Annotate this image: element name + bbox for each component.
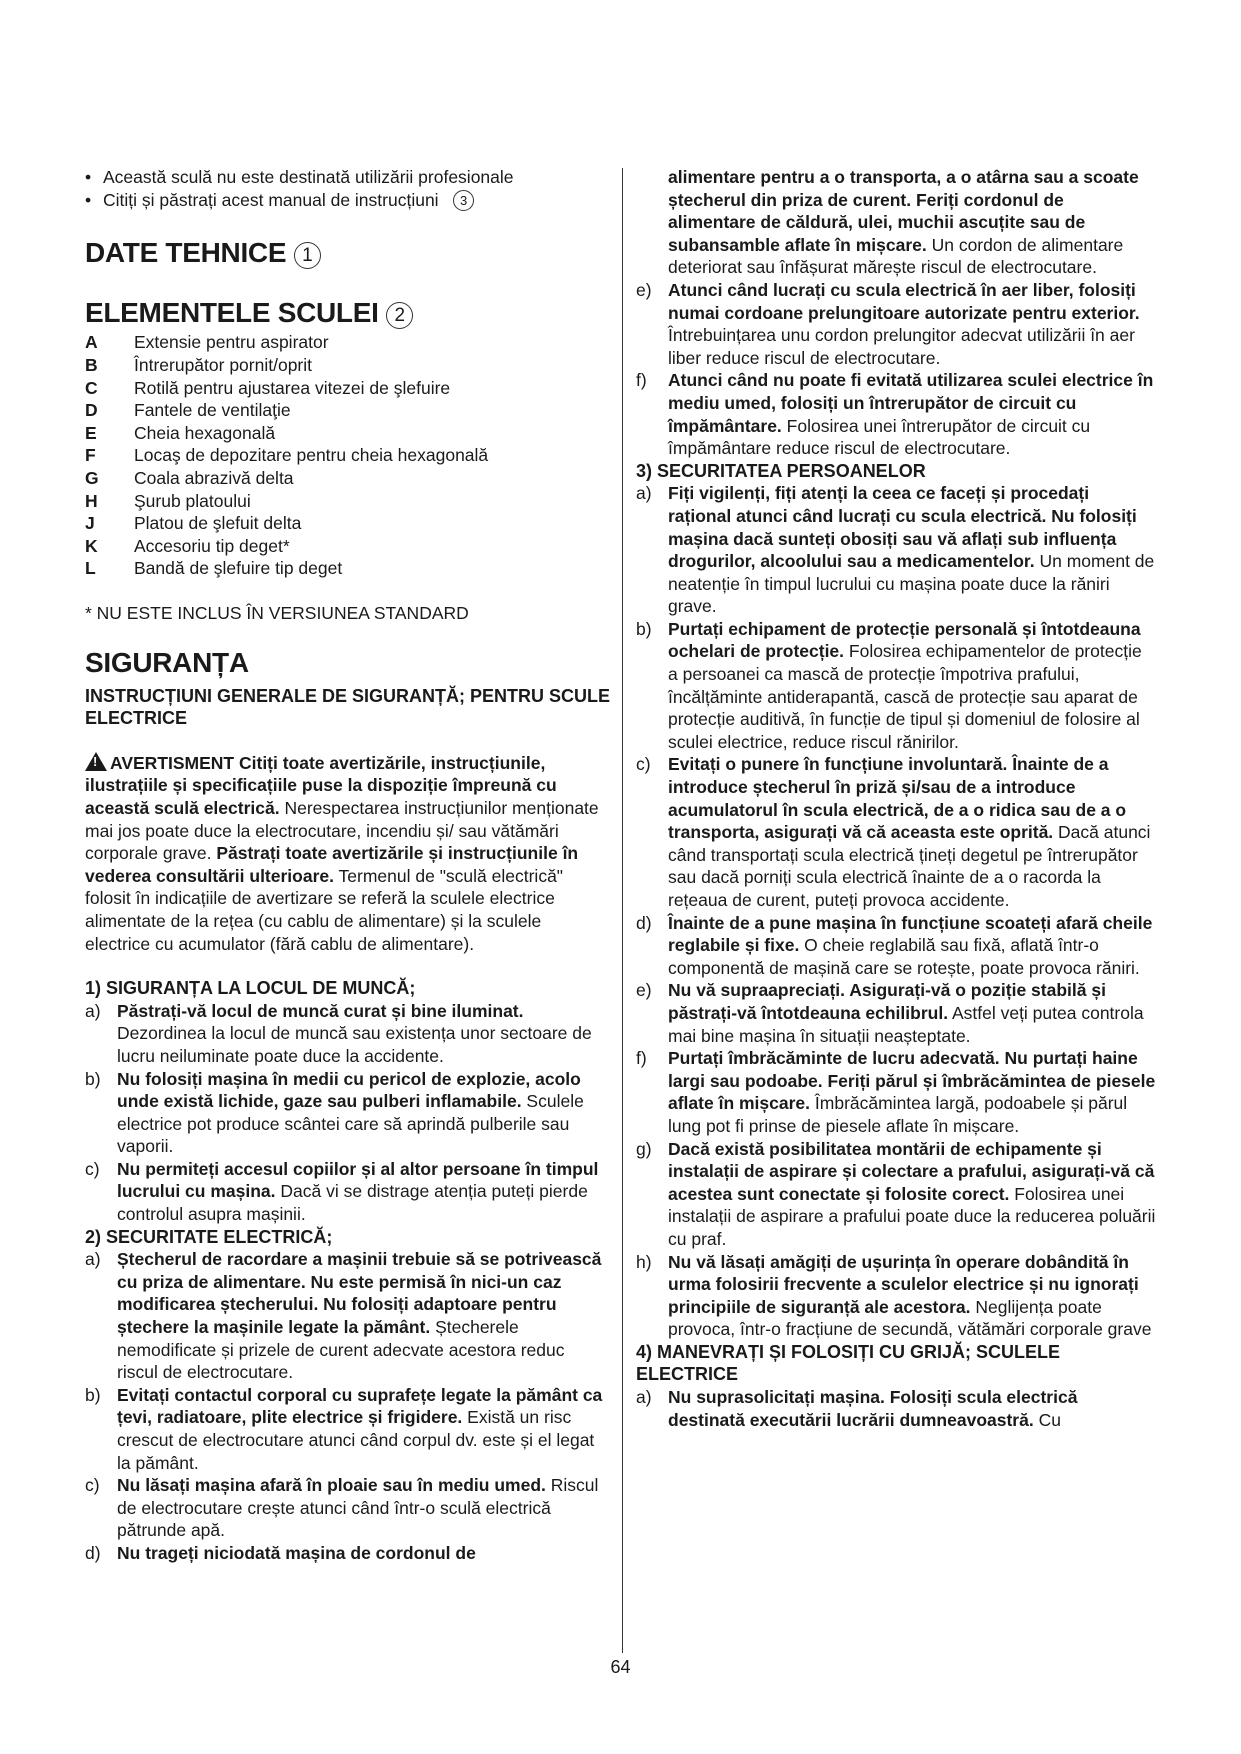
list-item: b) Evitați contactul corporal cu suprafețe legate la pământ ca țevi, radiatoare, plite electrice și frigidere. Există un risc crescut de electrocutare atunci când corpul dv. este și el legat la pământ.: [85, 1384, 603, 1473]
elementele-sculei-heading: ELEMENTELE SCULEI 2: [85, 297, 610, 329]
list-item: a) Păstrați-vă locul de muncă curat și bine iluminat. Dezordinea la locul de muncă sau existența unor sectoare de lucru neiluminate poate duce la accidente.: [85, 1000, 592, 1066]
section-2-heading: 2) SECURITATE ELECTRICĂ;: [85, 1226, 333, 1247]
list-item: b) Purtați echipament de protecție personală și întotdeauna ochelari de protecție. Folosirea echipamentelor de protecție a persoanei ca mască de protecție împotriva prafului, încălțăminte antiderapantă, cască de protecție sau aparat de protecție auditivă, în funcție de tipul și domeniul de folosire al sculei electrice, reduce riscul rănirilor.: [636, 618, 1142, 752]
part-key: L: [85, 558, 96, 579]
part-label: Şurub platoului: [134, 490, 251, 511]
list-item: a) Nu suprasolicitați mașina. Folosiți scula electrică destinată executării lucrării dumneavoastră. Cu: [636, 1387, 1078, 1430]
column-divider: [622, 168, 623, 1653]
page-number: 64: [610, 1657, 631, 1677]
list-item: f) Purtați îmbrăcăminte de lucru adecvată. Nu purtați haine largi sau podoabe. Feriți părul și îmbrăcămintea de piesele aflate în mișcare. Îmbrăcămintea largă, podoabele și părul lung pot fi prinse de piesele aflate în mișcare.: [636, 1048, 1156, 1136]
part-key: J: [85, 513, 95, 534]
list-item-continued: alimentare pentru a o transporta, a o atârna sau a scoate ștecherul din priza de curent. Feriți cordonul de alimentare de căldură, ulei, muchii ascuțite sau de subansamble aflate în mișcare. Un cordon de alimentare deteriorat sau înfășurat mărește riscul de electrocutare.: [668, 167, 1139, 278]
siguranta-heading: SIGURANȚA: [85, 646, 249, 678]
intro-bullet: • Această sculă nu este destinată utilizării profesionale: [85, 166, 610, 189]
list-item: c) Nu permiteți accesul copiilor și al altor persoane în timpul lucrului cu mașina. Dacă vi se distrage atenția puteți pierde controlul asupra mașinii.: [85, 1158, 599, 1225]
part-key: E: [85, 422, 97, 443]
section-3-heading: 3) SECURITATEA PERSOANELOR: [636, 460, 926, 481]
part-label: Accesoriu tip deget*: [134, 535, 290, 556]
section-4-heading: 4) MANEVRAȚI ȘI FOLOSIȚI CU GRIJĂ; SCULELE ELECTRICE: [636, 1341, 1061, 1385]
list-item: g) Dacă există posibilitatea montării de echipamente și instalații de aspirare și colectare a prafului, asigurați-vă că acestea sunt conectate și folosite corect. Folosirea unei instalații de aspirare a prafului poate duce la reducerea poluării cu praf.: [636, 1138, 1156, 1249]
list-item: a) Fiți vigilenți, fiți atenți la ceea ce faceți și procedați rațional atunci când lucrați cu scula electrică. Nu folosiți mașina dacă sunteți obosiți sau vă aflați sub influența drogurilor, alcoolului sau a medicamentelor. Un moment de neatenție în timpul lucrului cu mașina poate duce la răniri grave.: [636, 483, 1155, 617]
part-label: Rotilă pentru ajustarea vitezei de şlefuire: [134, 377, 451, 398]
part-key: C: [85, 377, 98, 398]
list-item: d) Înainte de a pune mașina în funcțiune scoateți afară cheile reglabile și fixe. O cheie reglabilă sau fixă, aflată într-o componentă de mașină care se rotește, poate provoca răniri.: [636, 912, 1153, 978]
list-item: h) Nu vă lăsați amăgiți de ușurința în operare dobândită în urma folosirii frecvente a sculelor electrice și nu ignorați principiile de siguranță ale acestora. Neglijența poate provoca, într-o fracțiune de secundă, vătămări corporale grave: [636, 1251, 1152, 1340]
part-label: Fantele de ventilaţie: [134, 400, 291, 421]
list-item: b) Nu folosiți mașina în medii cu pericol de explozie, acolo unde există lichide, gaze sau pulberi inflamabile. Sculele electrice pot produce scântei care să aprindă pulberile sau vaporii.: [85, 1068, 584, 1157]
figure-ref-3: 3: [453, 190, 474, 211]
section-1-heading: 1) SIGURANȚA LA LOCUL DE MUNCĂ;: [85, 978, 416, 999]
part-key: A: [85, 332, 98, 353]
list-item: e) Nu vă supraapreciați. Asigurați-vă o poziție stabilă și păstrați-vă întotdeauna echilibrul. Astfel veți putea controla mai bine mașina în situații neașteptate.: [636, 980, 1144, 1046]
part-key: B: [85, 355, 98, 376]
figure-ref-1: 1: [294, 242, 321, 269]
list-item: e) Atunci când lucrați cu scula electrică în aer liber, folosiți numai cordoane prelungitoare autorizate pentru exterior. Întrebuințarea unu cordon prelungitor adecvat utilizării în aer liber reduce riscul de electrocutare.: [636, 279, 1140, 368]
part-label: Extensie pentru aspirator: [134, 332, 329, 353]
part-label: Coala abrazivă delta: [134, 468, 294, 489]
figure-ref-2: 2: [386, 302, 413, 329]
part-label: Întrerupător pornit/oprit: [134, 355, 313, 376]
intro-bullet: • Citiți și păstrați acest manual de instrucțiuni 3: [85, 189, 610, 212]
list-item: c) Evitați o punere în funcțiune involuntară. Înainte de a introduce ștecherul în priză și/sau de a introduce acumulatorul în scula electrică, de a o ridica sau de a o transporta, asigurați vă că aceasta este oprită. Dacă atunci când transportați scula electrică țineți degetul pe întrerupător sau dacă porniți scula electrică înainte de a o racorda la rețeaua de curent, puteți provoca accidente.: [636, 754, 1151, 910]
part-key: K: [85, 535, 98, 556]
part-label: Cheia hexagonală: [134, 422, 276, 443]
list-item: c) Nu lăsați mașina afară în ploaie sau în mediu umed. Riscul de electrocutare crește atunci când într-o sculă electrică pătrunde apă.: [85, 1475, 599, 1541]
right-column: [636, 166, 1156, 1431]
part-key: G: [85, 468, 99, 489]
general-safety-subtitle: INSTRUCȚIUNI GENERALE DE SIGURANȚĂ; PENTRU SCULE ELECTRICE: [85, 685, 611, 729]
part-key: F: [85, 445, 96, 466]
list-item: a) Ștecherul de racordare a mașinii trebuie să se potrivească cu priza de alimentare. Nu este permisă în nici-un caz modificarea ștecherului. Nu folosiți adaptoare pentru ștechere la mașinile legate la pământ. Ștecherele nemodificate și prizele de curent adecvate acestora reduc riscul de electrocutare.: [85, 1249, 602, 1383]
part-label: Locaş de depozitare pentru cheia hexagonală: [134, 445, 489, 466]
parts-list: [85, 331, 610, 580]
part-label: Bandă de şlefuire tip deget: [134, 558, 343, 579]
warning-paragraph: !AVERTISMENT Citiți toate avertizările, instrucțiunile, ilustrațiile și specificațiile puse la dispoziție împreună cu această sculă electrică. Nerespectarea instrucțiunilor menționate mai jos poate duce la electrocutare, incendiu și/ sau vătămări corporale grave. Păstrați toate avertizările și instrucțiunile în vederea consultării ulterioare. Termenul de "sculă electrică" folosit în indicațiile de avertizare se referă la sculele electrice alimentate de la rețea (cu cablu de alimentare) și la sculele electrice cu acumulator (fără cablu de alimentare).: [85, 752, 610, 955]
standard-note: * NU ESTE INCLUS ÎN VERSIUNEA STANDARD: [85, 603, 469, 623]
part-label: Platou de şlefuit delta: [134, 513, 302, 534]
date-tehnice-heading: DATE TEHNICE 1: [85, 237, 610, 269]
part-key: H: [85, 490, 98, 511]
part-key: D: [85, 400, 98, 421]
left-column: [85, 166, 610, 1565]
warning-icon: [85, 752, 107, 771]
list-item: d) Nu trageți niciodată mașina de cordonul de: [85, 1542, 476, 1563]
list-item: f) Atunci când nu poate fi evitată utilizarea sculei electrice în mediu umed, folosiți un întrerupător de circuit cu împământare. Folosirea unei întrerupător de circuit cu împământare reduce riscul de electrocutare.: [636, 370, 1154, 459]
